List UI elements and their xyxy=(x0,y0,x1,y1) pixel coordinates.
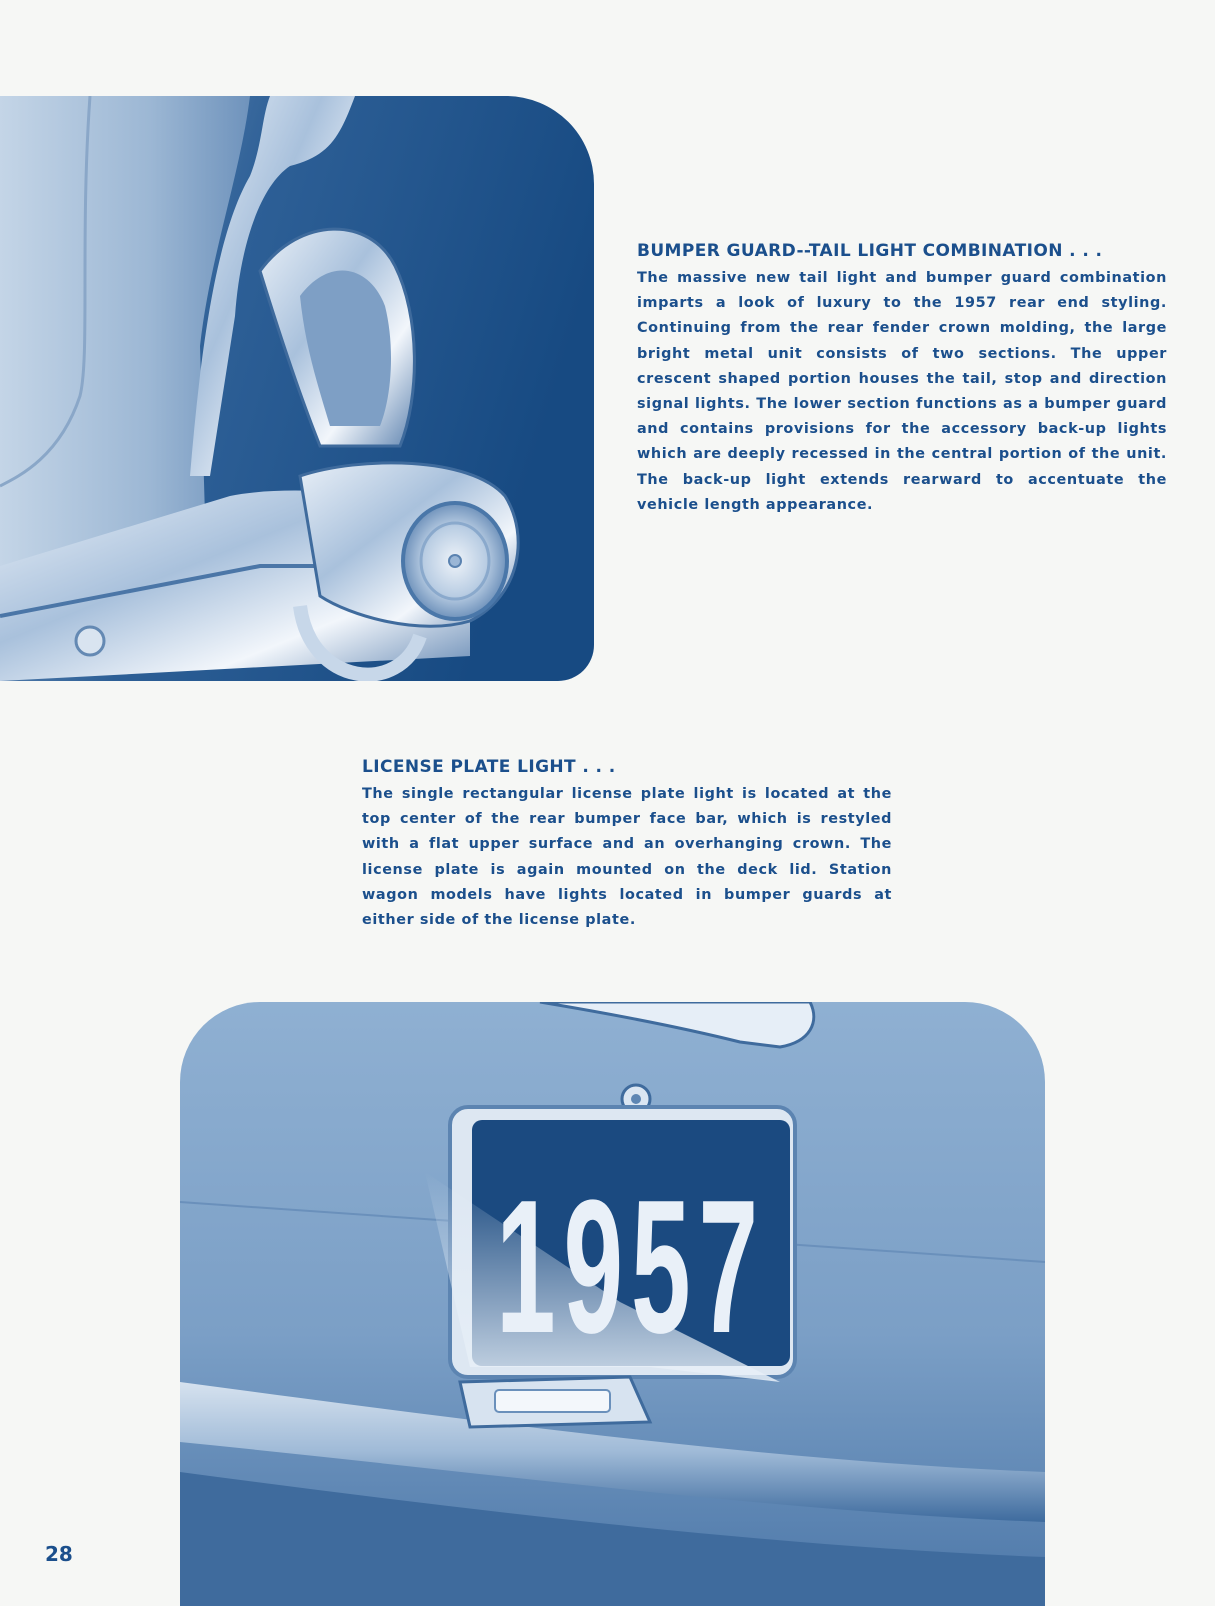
page-number: 28 xyxy=(45,1542,73,1566)
license-plate-heading: LICENSE PLATE LIGHT . . . xyxy=(362,757,616,777)
bumper-guard-heading: BUMPER GUARD--TAIL LIGHT COMBINATION . . . xyxy=(637,241,1103,261)
license-plate-light-photo xyxy=(180,1002,1045,1606)
license-plate-caption xyxy=(362,755,892,933)
tail-light-illustration xyxy=(0,96,594,681)
license-plate-number: 1957 xyxy=(496,1161,766,1373)
bumper-guard-tail-light-photo xyxy=(0,96,594,681)
bumper-guard-description: The massive new tail light and bumper guard combination imparts a look of luxury to the 1957 rear end styling. Continuing from the rear fender crown molding, the large bright metal unit consists of two sections. The upper crescent shaped portion houses the tail, stop and direction signal lights. The lower section functions as a bumper guard and contains provisions for the accessory back-up lights which are deeply recessed in the central portion of the unit. The back-up light extends rearward to accentuate the vehicle length appearance. xyxy=(637,270,1167,513)
license-plate-illustration xyxy=(180,1002,1045,1606)
bumper-guard-caption xyxy=(637,239,1167,518)
license-plate-description: The single rectangular license plate light is located at the top center of the rear bumper face bar, which is restyled with a flat upper surface and an overhanging crown. The license plate is again mounted on the deck lid. Station wagon models have lights located in bumper guards at either side of the license plate. xyxy=(362,786,892,929)
